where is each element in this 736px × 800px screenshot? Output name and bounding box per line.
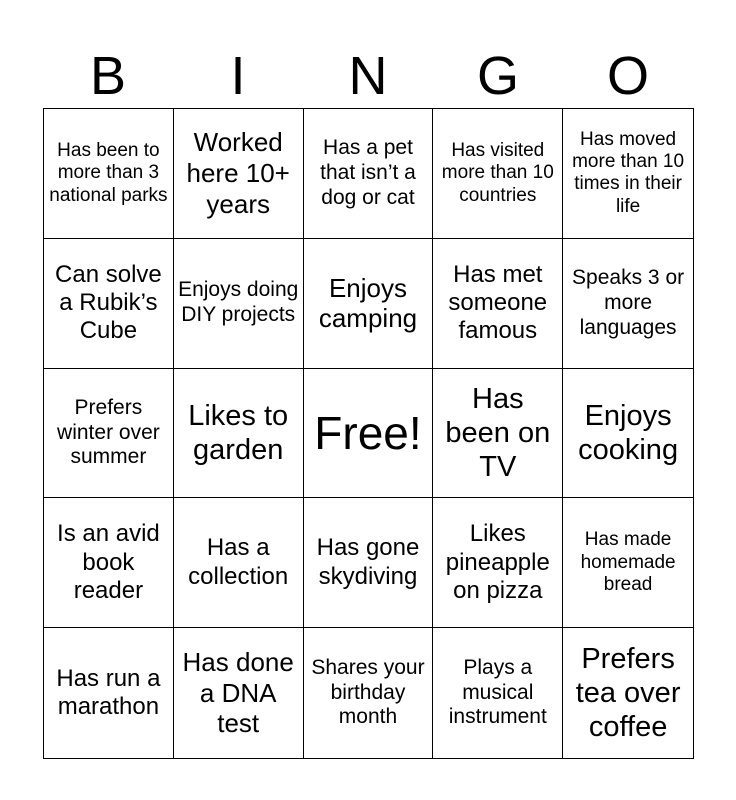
bingo-cell-r4-c2[interactable] <box>174 498 304 628</box>
bingo-cell-text: Has moved more than 10 times in their life <box>572 128 685 217</box>
header-letter-g: G <box>476 46 519 106</box>
bingo-cell-text: Likes to garden <box>188 399 289 466</box>
bingo-cell-text: Prefers winter over summer <box>57 395 160 469</box>
bingo-cell-r2-c3[interactable] <box>304 239 434 369</box>
bingo-cell-text: Has been on TV <box>445 382 551 484</box>
bingo-cell-text: Has made homemade bread <box>580 529 676 595</box>
bingo-cell-r5-c4[interactable] <box>433 628 563 758</box>
bingo-cell-text: Has visited more than 10 countries <box>441 139 554 206</box>
bingo-cell-text: Can solve a Rubik’s Cube <box>55 260 162 345</box>
bingo-cell-r3-c5[interactable] <box>563 369 693 499</box>
bingo-cell-text: Worked here 10+ years <box>186 127 290 219</box>
bingo-cell-text: Has done a DNA test <box>182 647 294 739</box>
bingo-cell-free[interactable] <box>304 369 434 499</box>
bingo-cell-text: Has a collection <box>188 534 289 590</box>
bingo-cell-r2-c5[interactable] <box>563 239 693 369</box>
bingo-cell-text: Has been to more than 3 national parks <box>49 139 168 206</box>
bingo-cell-text: Shares your birthday month <box>311 655 425 729</box>
bingo-cell-r1-c3[interactable] <box>304 109 434 239</box>
header-letter-i: I <box>230 46 246 106</box>
bingo-cell-r5-c2[interactable] <box>174 628 304 758</box>
bingo-cell-text: Has run a marathon <box>56 664 161 721</box>
bingo-cell-text: Enjoys camping <box>318 272 418 334</box>
bingo-cell-text: Speaks 3 or more languages <box>572 266 685 339</box>
bingo-cell-r5-c3[interactable] <box>304 628 434 758</box>
bingo-cell-text: Prefers tea over coffee <box>575 642 681 744</box>
bingo-cell-text: Enjoys doing DIY projects <box>178 278 299 327</box>
bingo-cell-r3-c4[interactable] <box>433 369 563 499</box>
bingo-board <box>43 108 694 759</box>
bingo-cell-r3-c2[interactable] <box>174 369 304 499</box>
header-letter-n: N <box>348 46 388 106</box>
bingo-cell-text: Plays a musical instrument <box>448 655 547 729</box>
bingo-cell-text: Is an avid book reader <box>57 520 160 604</box>
bingo-cell-r1-c5[interactable] <box>563 109 693 239</box>
bingo-cell-text: Has gone skydiving <box>316 534 420 590</box>
bingo-cell-r4-c5[interactable] <box>563 498 693 628</box>
bingo-cell-r2-c4[interactable] <box>433 239 563 369</box>
bingo-cell-text: Has a pet that isn’t a dog or cat <box>320 136 416 209</box>
bingo-cell-r4-c4[interactable] <box>433 498 563 628</box>
bingo-cell-r1-c1[interactable] <box>44 109 174 239</box>
bingo-cell-r5-c1[interactable] <box>44 628 174 758</box>
bingo-cell-r4-c1[interactable] <box>44 498 174 628</box>
bingo-cell-text: Enjoys cooking <box>578 399 679 466</box>
bingo-cell-text: Likes pineapple on pizza <box>445 520 550 604</box>
bingo-cell-r4-c3[interactable] <box>304 498 434 628</box>
header-letter-o: O <box>606 46 649 106</box>
bingo-cell-text: Has met someone famous <box>448 260 548 345</box>
bingo-cell-r3-c1[interactable] <box>44 369 174 499</box>
bingo-cell-r2-c1[interactable] <box>44 239 174 369</box>
bingo-cell-r5-c5[interactable] <box>563 628 693 758</box>
bingo-cell-r2-c2[interactable] <box>174 239 304 369</box>
free-space-text: Free! <box>314 406 422 459</box>
bingo-cell-r1-c2[interactable] <box>174 109 304 239</box>
header-letter-b: B <box>89 46 127 106</box>
bingo-cell-r1-c4[interactable] <box>433 109 563 239</box>
bingo-header <box>43 44 693 108</box>
